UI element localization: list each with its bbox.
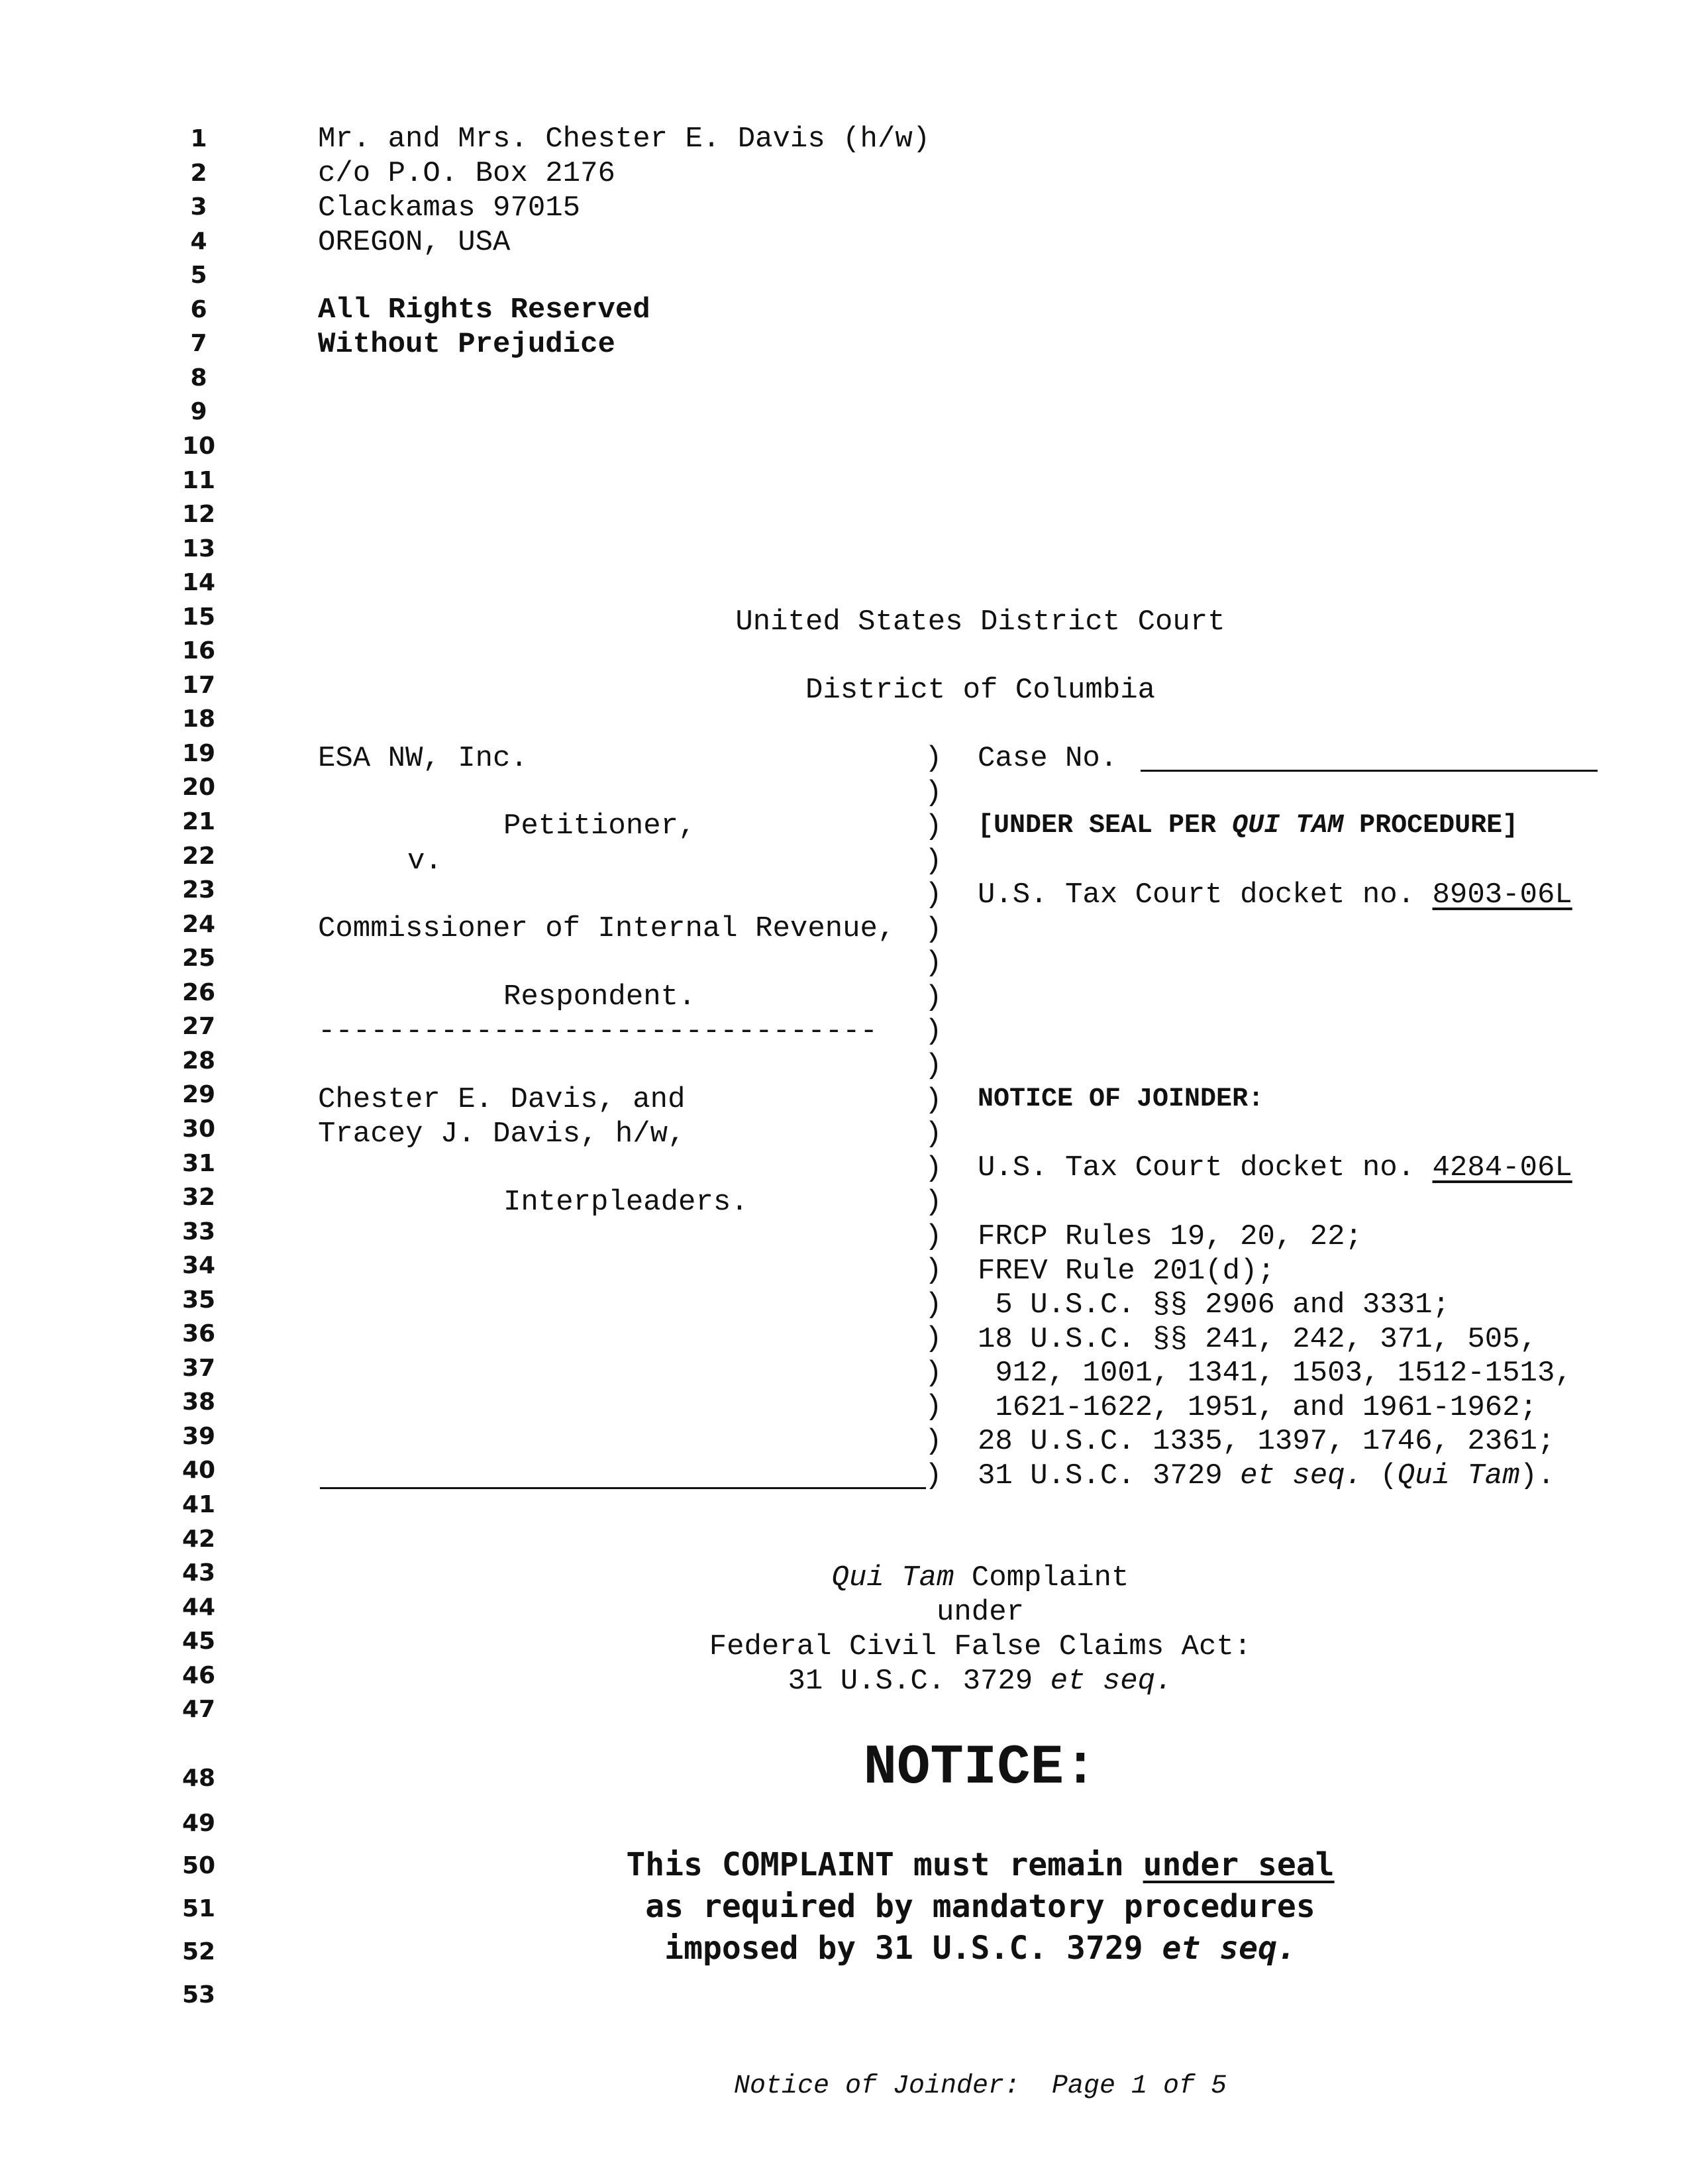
tax-docket-1-label: U.S. Tax Court docket no. [978,878,1415,911]
notice-line-3 [450,1929,1510,1967]
line-number: 40 [181,1457,216,1484]
tax-docket-2-number: 4284-06L [1432,1151,1572,1184]
seal-notice [978,809,1518,843]
caption-paren: ) [925,947,943,980]
line-number: 46 [181,1661,216,1689]
line-number: 42 [181,1525,216,1553]
tax-docket-1 [978,878,1572,911]
interpleader-line-2: Tracey J. Davis, h/w, [318,1118,686,1151]
tax-docket-2 [978,1151,1572,1184]
caption-paren: ) [925,1288,943,1322]
reservation-line-1: All Rights Reserved [318,293,650,327]
caption-paren: ) [925,776,943,809]
line-number: 9 [190,398,207,426]
line-number: 41 [181,1491,216,1518]
notice-line-2: as required by mandatory procedures [645,1888,1315,1925]
line-number: 36 [181,1320,216,1348]
caption-bottom-rule [320,1487,926,1489]
line-number: 25 [181,945,216,972]
title-line-3: Federal Civil False Claims Act: [709,1630,1252,1663]
line-number: 16 [181,637,216,665]
line-number: 48 [181,1765,216,1792]
title-complaint: Complaint [954,1561,1129,1594]
line-number: 21 [181,808,216,835]
line-number: 27 [181,1013,216,1041]
line-number: 52 [181,1938,216,1965]
address-line-2: c/o P.O. Box 2176 [318,157,615,190]
line-number: 6 [190,295,207,323]
title-qui-tam: Qui Tam [831,1561,954,1594]
caption-paren: ) [925,980,943,1014]
petitioner-role: Petitioner, [503,809,696,843]
line-number: 19 [181,739,216,767]
notice-line-1-prefix: This COMPLAINT must remain [626,1846,1143,1883]
title-et-seq: et seq. [1050,1665,1173,1698]
authority-8-prefix: 31 U.S.C. 3729 [978,1459,1241,1492]
page-footer: Notice of Joinder: Page 1 of 5 [733,2071,1227,2101]
caption-paren: ) [925,1425,943,1458]
line-number: 11 [181,466,216,494]
authority-5: 912, 1001, 1341, 1503, 1512-1513, [978,1357,1572,1390]
authority-7: 28 U.S.C. 1335, 1397, 1746, 2361; [978,1425,1555,1458]
line-number: 49 [181,1810,216,1837]
line-number: 35 [181,1286,216,1314]
line-number: 10 [181,432,216,460]
interpleader-line-1: Chester E. Davis, and [318,1083,686,1116]
line-number: 30 [181,1115,216,1143]
caption-paren: ) [925,1151,943,1185]
caption-paren: ) [925,1254,943,1288]
title-line-2: under [936,1596,1025,1629]
line-number: 20 [181,774,216,802]
line-number: 15 [181,603,216,631]
authority-1: FRCP Rules 19, 20, 22; [978,1220,1362,1253]
line-number: 13 [181,535,216,562]
line-number: 26 [181,978,216,1006]
case-no-blank [1141,770,1598,772]
caption-paren: ) [925,1390,943,1424]
caption-paren: ) [925,1459,943,1492]
notice-heading: NOTICE: [863,1737,1098,1800]
line-number: 47 [181,1696,216,1724]
line-number: 53 [181,1981,216,2008]
court-name: United States District Court [735,605,1225,639]
line-number: 8 [190,364,207,391]
title-statute: 31 U.S.C. 3729 [788,1665,1050,1698]
line-number: 24 [181,910,216,938]
line-number: 1 [190,125,207,152]
line-number: 34 [181,1252,216,1280]
notice-line-3-prefix: imposed by 31 U.S.C. 3729 [664,1930,1162,1967]
seal-prefix: [UNDER SEAL PER [978,811,1233,841]
line-number: 44 [181,1593,216,1621]
line-number: 12 [181,501,216,529]
reservation-line-2: Without Prejudice [318,328,615,361]
caption-paren: ) [925,1015,943,1049]
line-number: 3 [190,193,207,221]
petitioner-name: ESA NW, Inc. [318,742,528,775]
joinder-heading: NOTICE OF JOINDER: [978,1084,1264,1114]
line-number: 37 [181,1354,216,1382]
address-line-4: OREGON, USA [318,226,511,259]
line-number: 32 [181,1184,216,1212]
title-line-1 [583,1561,1378,1594]
address-line-3: Clackamas 97015 [318,191,581,225]
caption-paren: ) [925,1083,943,1117]
caption-paren: ) [925,1049,943,1082]
authority-8-et-seq: et seq. [1240,1459,1362,1492]
line-number: 45 [181,1628,216,1655]
line-number: 5 [190,262,207,289]
caption-paren: ) [925,742,943,775]
line-number: 18 [181,705,216,733]
line-number: 50 [181,1852,216,1879]
seal-suffix: PROCEDURE] [1343,811,1519,841]
authority-8-close: ). [1519,1459,1555,1492]
notice-line-1 [450,1846,1510,1884]
line-number: 7 [190,330,207,358]
line-number: 33 [181,1218,216,1245]
authority-6: 1621-1622, 1951, and 1961-1962; [978,1391,1537,1424]
caption-divider: -------------------------------- [318,1015,878,1048]
caption-paren: ) [925,1356,943,1390]
line-number: 2 [190,159,207,187]
court-district: District of Columbia [805,674,1156,707]
authority-8-qui-tam: Qui Tam [1397,1459,1520,1492]
line-number: 4 [190,227,207,255]
caption-paren: ) [925,1220,943,1253]
line-number: 17 [181,671,216,699]
line-number: 22 [181,842,216,870]
caption-paren: ) [925,912,943,946]
address-line-1: Mr. and Mrs. Chester E. Davis (h/w) [318,123,931,156]
authority-3: 5 U.S.C. §§ 2906 and 3331; [978,1288,1450,1322]
tax-docket-2-label: U.S. Tax Court docket no. [978,1151,1415,1184]
authority-4: 18 U.S.C. §§ 241, 242, 371, 505, [978,1323,1537,1356]
case-no-label: Case No. [978,742,1118,775]
authority-8-open: ( [1362,1459,1398,1492]
notice-under-seal: under seal [1143,1846,1335,1883]
line-number: 38 [181,1388,216,1416]
interpleaders-role: Interpleaders. [503,1186,748,1219]
line-number: 39 [181,1422,216,1450]
line-number: 14 [181,569,216,597]
title-line-4 [583,1665,1378,1698]
caption-paren: ) [925,878,943,912]
respondent-role: Respondent. [503,980,696,1014]
caption-paren: ) [925,1118,943,1151]
line-number: 51 [181,1895,216,1922]
notice-et-seq: et seq. [1162,1930,1296,1967]
line-number: 28 [181,1047,216,1074]
caption-paren: ) [925,810,943,844]
tax-docket-1-number: 8903-06L [1432,878,1572,911]
authority-8 [978,1459,1555,1492]
caption-paren: ) [925,1186,943,1220]
seal-qui-tam: QUI TAM [1232,811,1344,841]
caption-paren: ) [925,844,943,878]
caption-paren: ) [925,1322,943,1356]
respondent-name: Commissioner of Internal Revenue, [318,912,896,945]
line-number: 31 [181,1149,216,1177]
versus: v. [407,845,442,878]
line-number: 29 [181,1081,216,1109]
authority-2: FREV Rule 201(d); [978,1255,1275,1288]
line-number: 43 [181,1559,216,1587]
line-number: 23 [181,876,216,904]
